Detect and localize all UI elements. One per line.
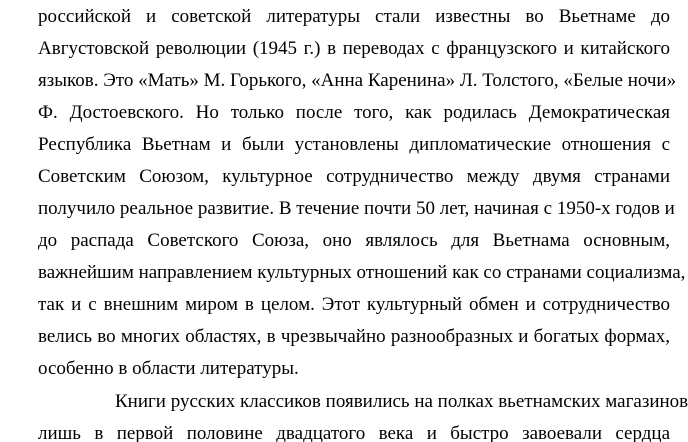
text-line: велись во многих областях, в чрезвычайно разнообразных и богатых формах, <box>38 326 670 347</box>
text-line: важнейшим направлением культурных отношений как со странами социализма, <box>38 262 686 283</box>
text-line: так и с внешним миром в целом. Этот культурный обмен и сотрудничество <box>38 294 670 315</box>
text-line: получило реальное развитие. В течение почти 50 лет, начиная с 1950-х годов и <box>38 198 675 219</box>
paragraph-first-line: Книги русских классиков появились на полках вьетнамских магазинов <box>115 391 688 412</box>
text-line: Ф. Достоевского. Но только после того, как родилась Демократическая <box>38 102 670 123</box>
text-line: российской и советской литературы стали известны во Вьетнаме до <box>38 6 670 27</box>
text-line: до распада Советского Союза, оно являлось для Вьетнама основным, <box>38 230 670 251</box>
text-line: лишь в первой половине двадцатого века и быстро завоевали сердца <box>38 423 670 442</box>
text-line: Республика Вьетнам и были установлены дипломатические отношения с <box>38 134 670 155</box>
text-line: Советским Союзом, культурное сотрудничество между двумя странами <box>38 166 670 187</box>
text-line: Августовской революции (1945 г.) в переводах с французского и китайского <box>38 38 670 59</box>
text-line: особенно в области литературы. <box>38 358 299 379</box>
text-line: языков. Это «Мать» М. Горького, «Анна Каренина» Л. Толстого, «Белые ночи» <box>38 70 677 91</box>
